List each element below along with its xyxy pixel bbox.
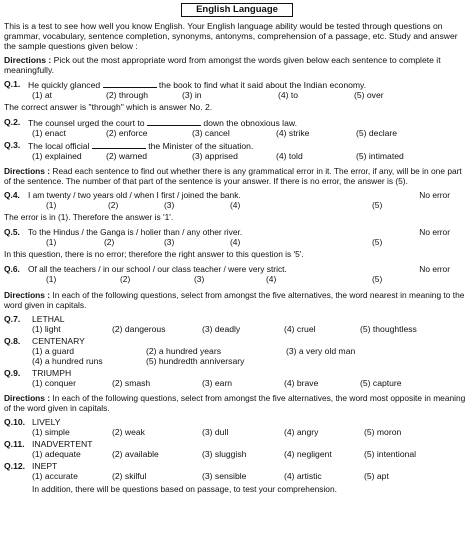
question-5: [4, 227, 470, 237]
answer-note-4: The error is in (1). Therefore the answer is '1'.: [4, 212, 174, 222]
option-5: (5) intimated: [356, 151, 404, 161]
option-3: (3) apprised: [192, 151, 238, 161]
question-word: LETHAL: [32, 314, 65, 324]
option-1: (1) explained: [32, 151, 82, 161]
closing-note: In addition, there will be questions based on passage, to test your comprehension.: [32, 484, 337, 494]
option-3: (3) cancel: [192, 128, 230, 138]
question-text: [28, 117, 470, 128]
option-1: (1) light: [32, 324, 61, 334]
option-2: (2) a hundred years: [146, 346, 221, 356]
option-5: (5) hundredth anniversary: [146, 356, 245, 366]
part-3: (3): [164, 237, 175, 247]
question-number: Q.1.: [4, 79, 21, 89]
part-4: (4): [230, 200, 241, 210]
question-7: [4, 314, 470, 324]
option-5: (5) intentional: [364, 449, 417, 459]
directions-text: Read each sentence to find out whether there is any grammatical error in it. The error, if any, will be in one part of the sentence. The number of that part of the sentence is your answer. If there is no error, the answer is (5).: [4, 166, 462, 186]
directions-3: [4, 290, 470, 310]
text-before: He quickly glanced: [28, 80, 103, 90]
option-2: (2) enforce: [106, 128, 148, 138]
option-3: (3) dull: [202, 427, 229, 437]
directions-label: Directions :: [4, 393, 51, 403]
question-number: Q.6.: [4, 264, 20, 274]
option-4: (4) cruel: [284, 324, 316, 334]
question-text: To the Hindus / the Ganga is / holier than / any other river.: [28, 227, 243, 237]
document-page: [4, 3, 470, 494]
part-numbers-5: [4, 237, 470, 247]
answer-note-1: The correct answer is "through" which is answer No. 2.: [4, 102, 213, 112]
options-9: [4, 378, 470, 388]
no-error-label: No error: [419, 227, 450, 237]
part-1: (1): [46, 274, 57, 284]
question-4: [4, 190, 470, 200]
part-2: (2): [108, 200, 119, 210]
question-1: [4, 79, 470, 90]
question-number: Q.3.: [4, 140, 21, 150]
question-3: [4, 140, 470, 151]
question-10: [4, 417, 470, 427]
option-1: (1) enact: [32, 128, 66, 138]
directions-label: Directions :: [4, 166, 51, 176]
option-1: (1) adequate: [32, 449, 81, 459]
question-text: I am twenty / two years old / when I first / joined the bank.: [28, 190, 241, 200]
options-11: [4, 449, 470, 459]
option-5: (5) moron: [364, 427, 402, 437]
directions-text: In each of the following questions, select from amongst the five alternatives, the word nearest in meaning to the word given in capitals.: [4, 290, 465, 310]
question-word: LIVELY: [32, 417, 61, 427]
option-3: (3) sensible: [202, 471, 247, 481]
question-text: [28, 79, 470, 90]
option-5: (5) capture: [360, 378, 402, 388]
title-area: [4, 3, 470, 17]
question-12: [4, 461, 470, 471]
intro-paragraph: This is a test to see how well you know English. Your English language ability would be tested through questions on grammar, vocabulary, sentence completion, synonyms, antonyms, comprehension of a passage, etc. Study and answer the sample questions given below :: [4, 21, 458, 51]
options-10: [4, 427, 470, 437]
option-3: (3) sluggish: [202, 449, 247, 459]
text-before: The local official: [28, 141, 92, 151]
question-number: Q.7.: [4, 314, 21, 324]
question-number: Q.2.: [4, 117, 21, 127]
question-number: Q.4.: [4, 190, 20, 200]
option-2: (2) skilful: [112, 471, 147, 481]
option-3: (3) earn: [202, 378, 233, 388]
part-2: (2): [104, 237, 115, 247]
part-5: (5): [372, 200, 383, 210]
option-4: (4) angry: [284, 427, 319, 437]
question-2: [4, 117, 470, 128]
part-3: (3): [194, 274, 205, 284]
question-word: TRIUMPH: [32, 368, 72, 378]
question-number: Q.11.: [4, 439, 25, 449]
directions-text: In each of the following questions, select from amongst the five alternatives, the word most opposite in meaning of the word given in capitals.: [4, 393, 466, 413]
option-1: (1) accurate: [32, 471, 78, 481]
option-4: (4) brave: [284, 378, 319, 388]
text-after: the Minister of the situation.: [145, 141, 254, 151]
question-word: CENTENARY: [32, 336, 85, 346]
option-3: (3) a very old man: [286, 346, 356, 356]
answer-blank: [92, 140, 146, 149]
option-3: (3) deadly: [202, 324, 241, 334]
options-12: [4, 471, 470, 481]
option-4: (4) a hundred runs: [32, 356, 103, 366]
page-title: English Language: [181, 3, 293, 17]
directions-text: Pick out the most appropriate word from amongst the words given below each sentence to complete it meaningfully.: [4, 55, 441, 75]
part-3: (3): [164, 200, 175, 210]
question-number: Q.9.: [4, 368, 21, 378]
options-7: [4, 324, 470, 334]
part-4: (4): [230, 237, 241, 247]
directions-2: [4, 166, 470, 186]
options-3: [4, 151, 470, 161]
question-6: [4, 264, 470, 274]
options-1: [4, 90, 470, 100]
option-5: (5) declare: [356, 128, 398, 138]
options-2: [4, 128, 470, 138]
part-2: (2): [120, 274, 131, 284]
question-number: Q.12.: [4, 461, 26, 471]
question-8: [4, 336, 470, 346]
option-4: (4) told: [276, 151, 303, 161]
option-2: (2) smash: [112, 378, 151, 388]
answer-blank: [103, 79, 157, 88]
answer-blank: [147, 117, 201, 126]
question-text: [28, 140, 470, 151]
option-5: (5) over: [354, 90, 384, 100]
part-5: (5): [372, 237, 383, 247]
option-4: (4) negligent: [284, 449, 332, 459]
part-1: (1): [46, 237, 57, 247]
option-3: (3) in: [182, 90, 202, 100]
question-number: Q.8.: [4, 336, 21, 346]
option-4: (4) to: [278, 90, 299, 100]
no-error-label: No error: [419, 190, 450, 200]
question-text: Of all the teachers / in our school / our class teacher / were very strict.: [28, 264, 287, 274]
question-number: Q.5.: [4, 227, 20, 237]
question-9: [4, 368, 470, 378]
text-after: the book to find what it said about the Indian economy.: [156, 80, 367, 90]
option-1: (1) a guard: [32, 346, 75, 356]
directions-label: Directions :: [4, 290, 51, 300]
directions-label: Directions :: [4, 55, 52, 65]
option-5: (5) apt: [364, 471, 389, 481]
option-5: (5) thoughtless: [360, 324, 417, 334]
option-1: (1) conquer: [32, 378, 76, 388]
part-4: (4): [266, 274, 277, 284]
text-before: The counsel urged the court to: [28, 118, 147, 128]
option-4: (4) strike: [276, 128, 310, 138]
options-8-row-2: [4, 356, 470, 366]
part-numbers-4: [4, 200, 470, 210]
part-numbers-6: [4, 274, 470, 284]
option-4: (4) artistic: [284, 471, 322, 481]
directions-4: [4, 393, 470, 413]
option-1: (1) at: [32, 90, 53, 100]
question-word: INEPT: [32, 461, 58, 471]
option-2: (2) through: [106, 90, 149, 100]
question-number: Q.10.: [4, 417, 26, 427]
option-2: (2) weak: [112, 427, 145, 437]
options-8-row-1: [4, 346, 470, 356]
question-word: INADVERTENT: [32, 439, 93, 449]
directions-1: [4, 55, 470, 75]
option-1: (1) simple: [32, 427, 70, 437]
option-2: (2) available: [112, 449, 159, 459]
part-1: (1): [46, 200, 57, 210]
part-5: (5): [372, 274, 383, 284]
option-2: (2) warned: [106, 151, 148, 161]
no-error-label: No error: [419, 264, 450, 274]
question-11: [4, 439, 470, 449]
answer-note-5: In this question, there is no error; therefore the right answer to this question is '5'.: [4, 249, 304, 259]
text-after: down the obnoxious law.: [200, 118, 297, 128]
option-2: (2) dangerous: [112, 324, 166, 334]
